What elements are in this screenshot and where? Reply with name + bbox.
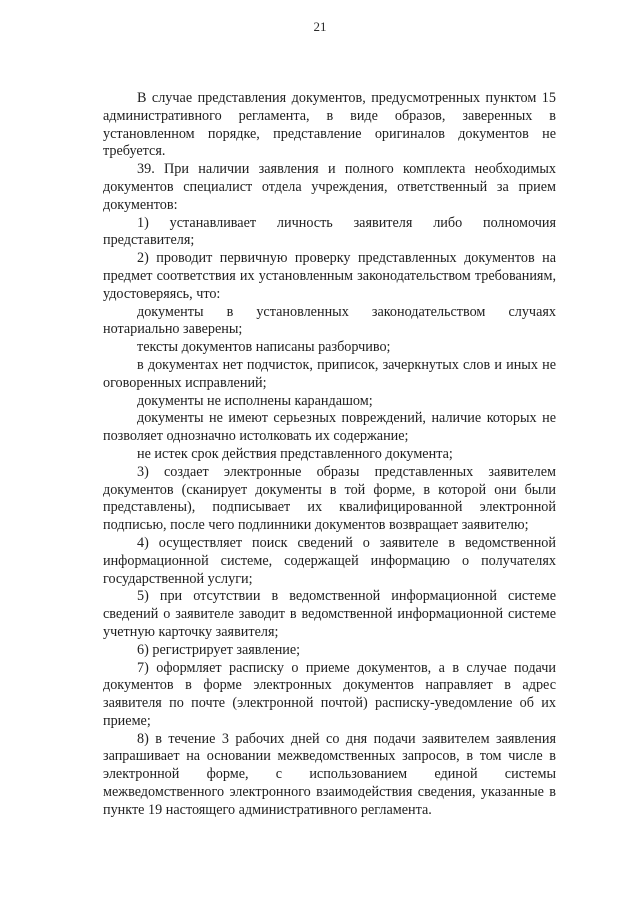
- paragraph: документы не исполнены карандашом;: [137, 392, 373, 409]
- page-number: 21: [313, 19, 327, 34]
- paragraph: 7) оформляет расписку о приеме документов, а в случае подачи документов в форме электронных документов направляет в адрес заявителя по почте (электронной почтой) расписку-уведомление об их приеме;: [103, 659, 556, 729]
- paragraph: 1) устанавливает личность заявителя либо полномочия представителя;: [103, 214, 556, 249]
- paragraph: тексты документов написаны разборчиво;: [137, 339, 391, 356]
- paragraph: в документах нет подчисток, приписок, зачеркнутых слов и иных не оговоренных исправлений;: [103, 356, 556, 391]
- document-body: [103, 90, 556, 820]
- paragraph: 5) при отсутствии в ведомственной информационной системе сведений о заявителе заводит в ведомственной информационной системе учетную карточку заявителя;: [103, 588, 556, 640]
- paragraph: документы в установленных законодательством случаях нотариально заверены;: [103, 303, 556, 338]
- paragraph: 4) осуществляет поиск сведений о заявителе в ведомственной информационной системе, содержащей информацию о получателях государственной услуги;: [103, 534, 556, 587]
- paragraph: В случае представления документов, предусмотренных пунктом 15 административного регламента, в виде образов, заверенных в установленном порядке, представление оригиналов документов не требуется.: [103, 90, 556, 160]
- paragraph: не истек срок действия представленного документа;: [137, 445, 453, 462]
- paragraph: 8) в течение 3 рабочих дней со дня подачи заявителем заявления запрашивает на основании межведомственных запросов, в том числе в электронной форме, с использованием единой системы межведомственного электронного взаимодействия сведения, указанные в пункте 19 настоящего административного регламента.: [103, 730, 556, 818]
- paragraph: 3) создает электронные образы представленных заявителем документов (сканирует документы в той форме, в которой они были представлены), подписывает их квалифицированной электронной подписью, после чего подлинники документов возвращает заявителю;: [103, 463, 556, 534]
- paragraph: 6) регистрирует заявление;: [137, 641, 301, 658]
- paragraph: 2) проводит первичную проверку представленных документов на предмет соответствия их установленным законодательством требованиям, удостоверяясь, что:: [103, 250, 556, 302]
- paragraph: 39. При наличии заявления и полного комплекта необходимых документов специалист отдела учреждения, ответственный за прием документов:: [103, 161, 556, 213]
- paragraph: документы не имеют серьезных повреждений, наличие которых не позволяет однозначно истолковать их содержание;: [103, 410, 556, 445]
